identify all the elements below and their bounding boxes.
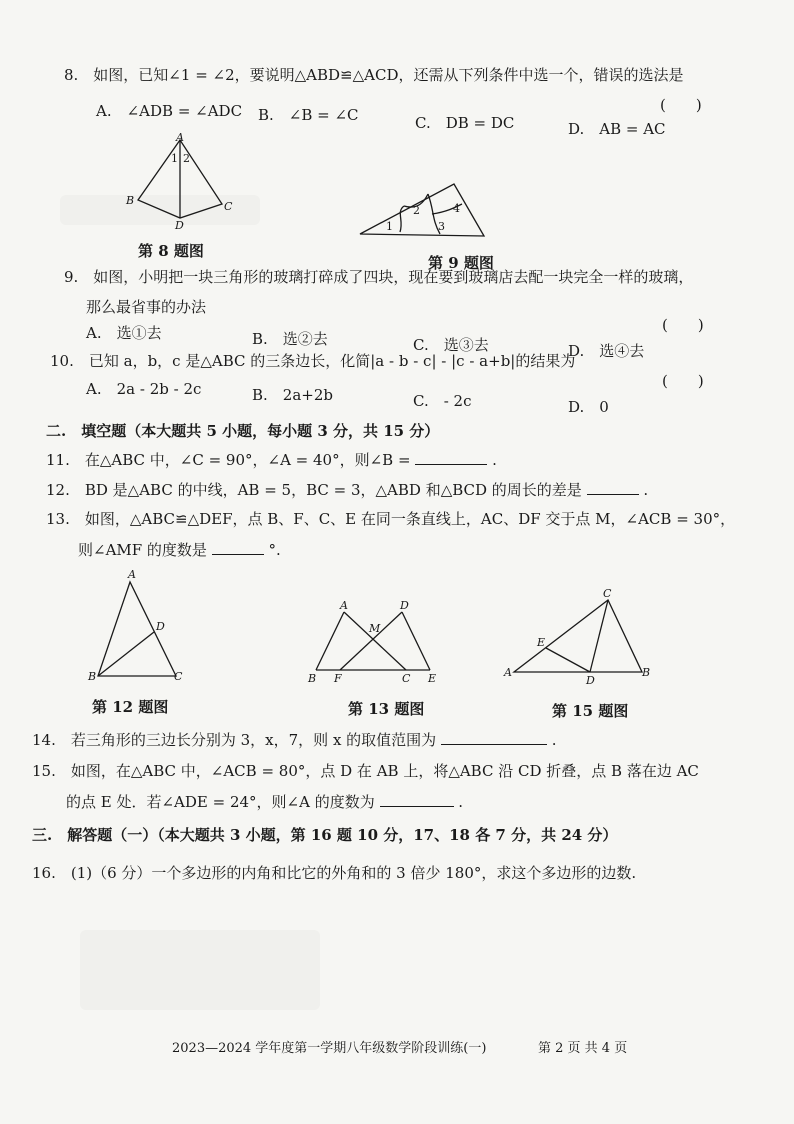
q9-piece-2: 2 <box>413 204 420 217</box>
q9-answer-paren: ( ) <box>662 316 704 334</box>
q13-caption: 第 13 题图 <box>348 700 425 718</box>
q12-answer-blank[interactable] <box>587 480 639 495</box>
q15-label-b: B <box>642 666 651 679</box>
q14 <box>32 730 557 749</box>
q9-piece-1: 1 <box>386 220 393 233</box>
q9-triangle <box>360 184 484 236</box>
q12-figure <box>88 568 198 688</box>
q14-text: 14. 若三角形的三边长分别为 3，x，7，则 x 的取值范围为 <box>32 731 437 749</box>
q15-line-1: 15. 如图，在△ABC 中，∠ACB = 80°，点 D 在 AB 上，将△ABC 沿 CD 折叠，点 B 落在边 AC <box>32 762 699 780</box>
q12-period: . <box>643 481 649 499</box>
q12-label-a: A <box>128 568 136 581</box>
q15-period: . <box>458 793 464 811</box>
q15-triangle <box>514 600 642 672</box>
q15-label-a: A <box>504 666 512 679</box>
q9-piece-4: 4 <box>453 202 460 215</box>
q14-answer-blank[interactable] <box>441 730 547 745</box>
q8-option-c: C. DB = DC <box>415 114 515 132</box>
q8-angle-1: 1 <box>171 152 178 165</box>
q8-stem: 8. 如图，已知∠1 = ∠2，要说明△ABD≌△ACD，还需从下列条件中选一个，错误的选法是 <box>64 66 684 84</box>
q10-option-b: B. 2a+2b <box>252 386 333 404</box>
q15-line-2 <box>66 792 463 811</box>
q15-text: 的点 E 处．若∠ADE = 24°，则∠A 的度数为 <box>66 793 375 811</box>
q9-line-1: 9. 如图，小明把一块三角形的玻璃打碎成了四块，现在要到玻璃店去配一块完全一样的玻璃， <box>64 268 694 286</box>
q8-option-d: D. AB = AC <box>568 120 666 138</box>
q13-segment-de <box>402 612 430 670</box>
q12-label-d: D <box>156 620 165 633</box>
q8-label-b: B <box>126 194 135 207</box>
footer-page-number: 第 2 页 共 4 页 <box>538 1041 628 1056</box>
q15-caption: 第 15 题图 <box>552 702 629 720</box>
q9-option-c: C. 选③去 <box>413 336 489 354</box>
q13-segment-fd <box>340 612 402 670</box>
q8-angle-2: 2 <box>183 152 190 165</box>
q15-fold-cd <box>590 600 608 672</box>
q8-option-a: A. ∠ADB = ∠ADC <box>96 102 243 120</box>
q13-label-c: C <box>402 672 411 685</box>
q15-answer-blank[interactable] <box>380 792 454 807</box>
q8-label-a: A <box>176 131 184 144</box>
q8-figure <box>120 130 240 230</box>
q14-period: . <box>551 731 557 749</box>
q13-label-m: M <box>369 622 381 635</box>
q15-segment-ed <box>546 648 590 672</box>
q13-line-2 <box>78 540 281 559</box>
q8-label-c: C <box>224 200 233 213</box>
q10-option-d: D. 0 <box>568 398 609 416</box>
q9-caption: 第 9 题图 <box>428 254 494 272</box>
q12-caption: 第 12 题图 <box>92 698 169 716</box>
q11-period: . <box>492 451 497 469</box>
q13-label-b: B <box>308 672 317 685</box>
q10-stem: 10. 已知 a，b，c 是△ABC 的三条边长，化简|a - b - c| - |c - a+b|的结果为 <box>50 352 576 370</box>
q9-option-a: A. 选①去 <box>86 324 162 342</box>
q13-label-e: E <box>428 672 437 685</box>
q9-line-2: 那么最省事的办法 <box>86 298 207 316</box>
q9-piece-3: 3 <box>438 220 445 233</box>
q15-label-d: D <box>586 674 595 687</box>
section-2-heading: 二. 填空题（本大题共 5 小题，每小题 3 分，共 15 分） <box>46 422 440 440</box>
q13-label-d: D <box>400 599 409 612</box>
q8-label-d: D <box>175 219 184 232</box>
q9-option-d: D. 选④去 <box>568 342 645 360</box>
q12-label-c: C <box>174 670 183 683</box>
q9-crack-1 <box>400 206 404 232</box>
q8-option-b: B. ∠B = ∠C <box>258 106 359 124</box>
q13-label-a: A <box>340 599 348 612</box>
q13-figure <box>304 598 444 688</box>
q13-text: 则∠AMF 的度数是 <box>78 541 207 559</box>
q12 <box>46 480 648 499</box>
q12-median-bd <box>98 632 154 676</box>
q12-label-b: B <box>88 670 97 683</box>
q13-line-1: 13. 如图，△ABC≌△DEF，点 B、F、C、E 在同一条直线上，AC、DF 交于点 M，∠ACB = 30°， <box>46 510 736 528</box>
q9-option-b: B. 选②去 <box>252 330 328 348</box>
q16: 16. (1)（6 分）一个多边形的内角和比它的外角和的 3 倍少 180°，求这个多边形的边数. <box>32 864 637 882</box>
q10-option-c: C. - 2c <box>413 392 472 410</box>
q15-label-e: E <box>537 636 546 649</box>
section-3-heading: 三. 解答题（一）（本大题共 3 小题，第 16 题 10 分，17、18 各 7 分，共 24 分） <box>32 826 618 844</box>
q8-answer-paren: ( ) <box>660 96 702 114</box>
q12-text: 12. BD 是△ABC 的中线，AB = 5，BC = 3，△ABD 和△BCD 的周长的差是 <box>46 481 582 499</box>
q9-figure <box>358 180 488 240</box>
q13-degree: °. <box>268 541 281 559</box>
q13-segment-ab <box>316 612 344 670</box>
q11-text: 11. 在△ABC 中，∠C = 90°，∠A = 40°，则∠B = <box>46 451 411 469</box>
footer-title: 2023—2024 学年度第一学期八年级数学阶段训练(一) <box>172 1041 487 1056</box>
scan-smudge <box>80 930 320 1010</box>
q13-segment-ac <box>344 612 406 670</box>
q15-figure <box>504 587 654 690</box>
q10-answer-paren: ( ) <box>662 372 704 390</box>
q8-caption: 第 8 题图 <box>138 242 204 260</box>
q10-option-a: A. 2a - 2b - 2c <box>86 380 202 398</box>
q13-label-f: F <box>334 672 342 685</box>
q13-answer-blank[interactable] <box>212 540 264 555</box>
q11 <box>46 450 497 469</box>
q15-label-c: C <box>603 587 612 600</box>
q11-answer-blank[interactable] <box>415 450 487 465</box>
